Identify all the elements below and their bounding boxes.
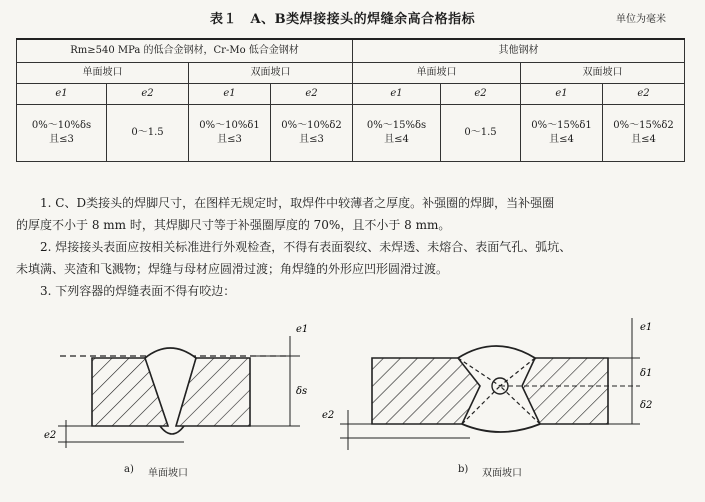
value-cell: 0～1.5 [107,105,189,162]
symbol-header: e2 [603,84,685,105]
label-d1-right: δ1 [640,368,653,379]
symbol-header: e1 [17,84,107,105]
symbol-header: e2 [271,84,353,105]
subheader-double-groove-1: 双面坡口 [189,63,353,84]
caption-a-letter: a) [124,464,134,475]
label-e1-left: e1 [296,324,309,335]
label-d2-right: δ2 [640,400,653,411]
note-1-line-1: 1. C、D类接头的焊脚尺寸，在图样无规定时，取焊件中较薄者之厚度。补强圈的焊脚，当补强圈 [40,196,555,210]
caption-b: 双面坡口 [482,468,522,479]
weld-diagram [0,300,705,500]
note-3-line-1: 3. 下列容器的焊缝表面不得有咬边： [40,284,236,298]
symbol-header: e1 [521,84,603,105]
symbol-header: e1 [353,84,441,105]
table-title-row [0,6,705,28]
note-2-line-2: 未填满、夹渣和飞溅物；焊缝与母材应圆滑过渡；角焊缝的外形应凹形圆滑过渡。 [16,262,449,276]
value-cell: 0%～15%δ2 且≤4 [603,105,685,162]
weld-reinforcement-table [16,38,685,162]
label-e2-left: e2 [44,430,57,441]
label-ds-left: δs [296,386,308,397]
subheader-single-groove-1: 单面坡口 [17,63,189,84]
table-title: 表１ A、B类焊接接头的焊缝余高合格指标 [210,12,476,27]
double-groove-weld [340,318,640,450]
symbol-header: e2 [441,84,521,105]
caption-b-letter: b) [458,464,469,475]
value-cell: 0～1.5 [441,105,521,162]
value-cell: 0%～10%δ2 且≤3 [271,105,353,162]
value-cell: 0%～10%δs 且≤3 [17,105,107,162]
value-cell: 0%～10%δ1 且≤3 [189,105,271,162]
subheader-double-groove-2: 双面坡口 [521,63,685,84]
value-cell: 0%～15%δs 且≤4 [353,105,441,162]
single-groove-weld [58,336,300,448]
label-e1-right: e1 [640,322,653,333]
weld-figure [0,300,705,500]
label-e2-right: e2 [322,410,335,421]
subheader-single-groove-2: 单面坡口 [353,63,521,84]
value-cell: 0%～15%δ1 且≤4 [521,105,603,162]
note-2-line-1: 2. 焊接接头表面应按相关标准进行外观检查，不得有表面裂纹、未焊透、未熔合、表面气孔、弧坑、 [40,240,572,254]
notes-block [16,192,688,302]
symbol-header: e2 [107,84,189,105]
symbol-header: e1 [189,84,271,105]
caption-a: 单面坡口 [148,468,188,479]
group-header-low-alloy: Rm≥540 MPa 的低合金钢材，Cr-Mo 低合金钢材 [17,39,353,63]
group-header-other-steel: 其他钢材 [353,39,685,63]
note-1-line-2: 的厚度不小于 8 mm 时，其焊脚尺寸等于补强圈厚度的 70%，且不小于 8 mm。 [16,218,451,232]
unit-note: 单位为毫米 [616,14,666,25]
